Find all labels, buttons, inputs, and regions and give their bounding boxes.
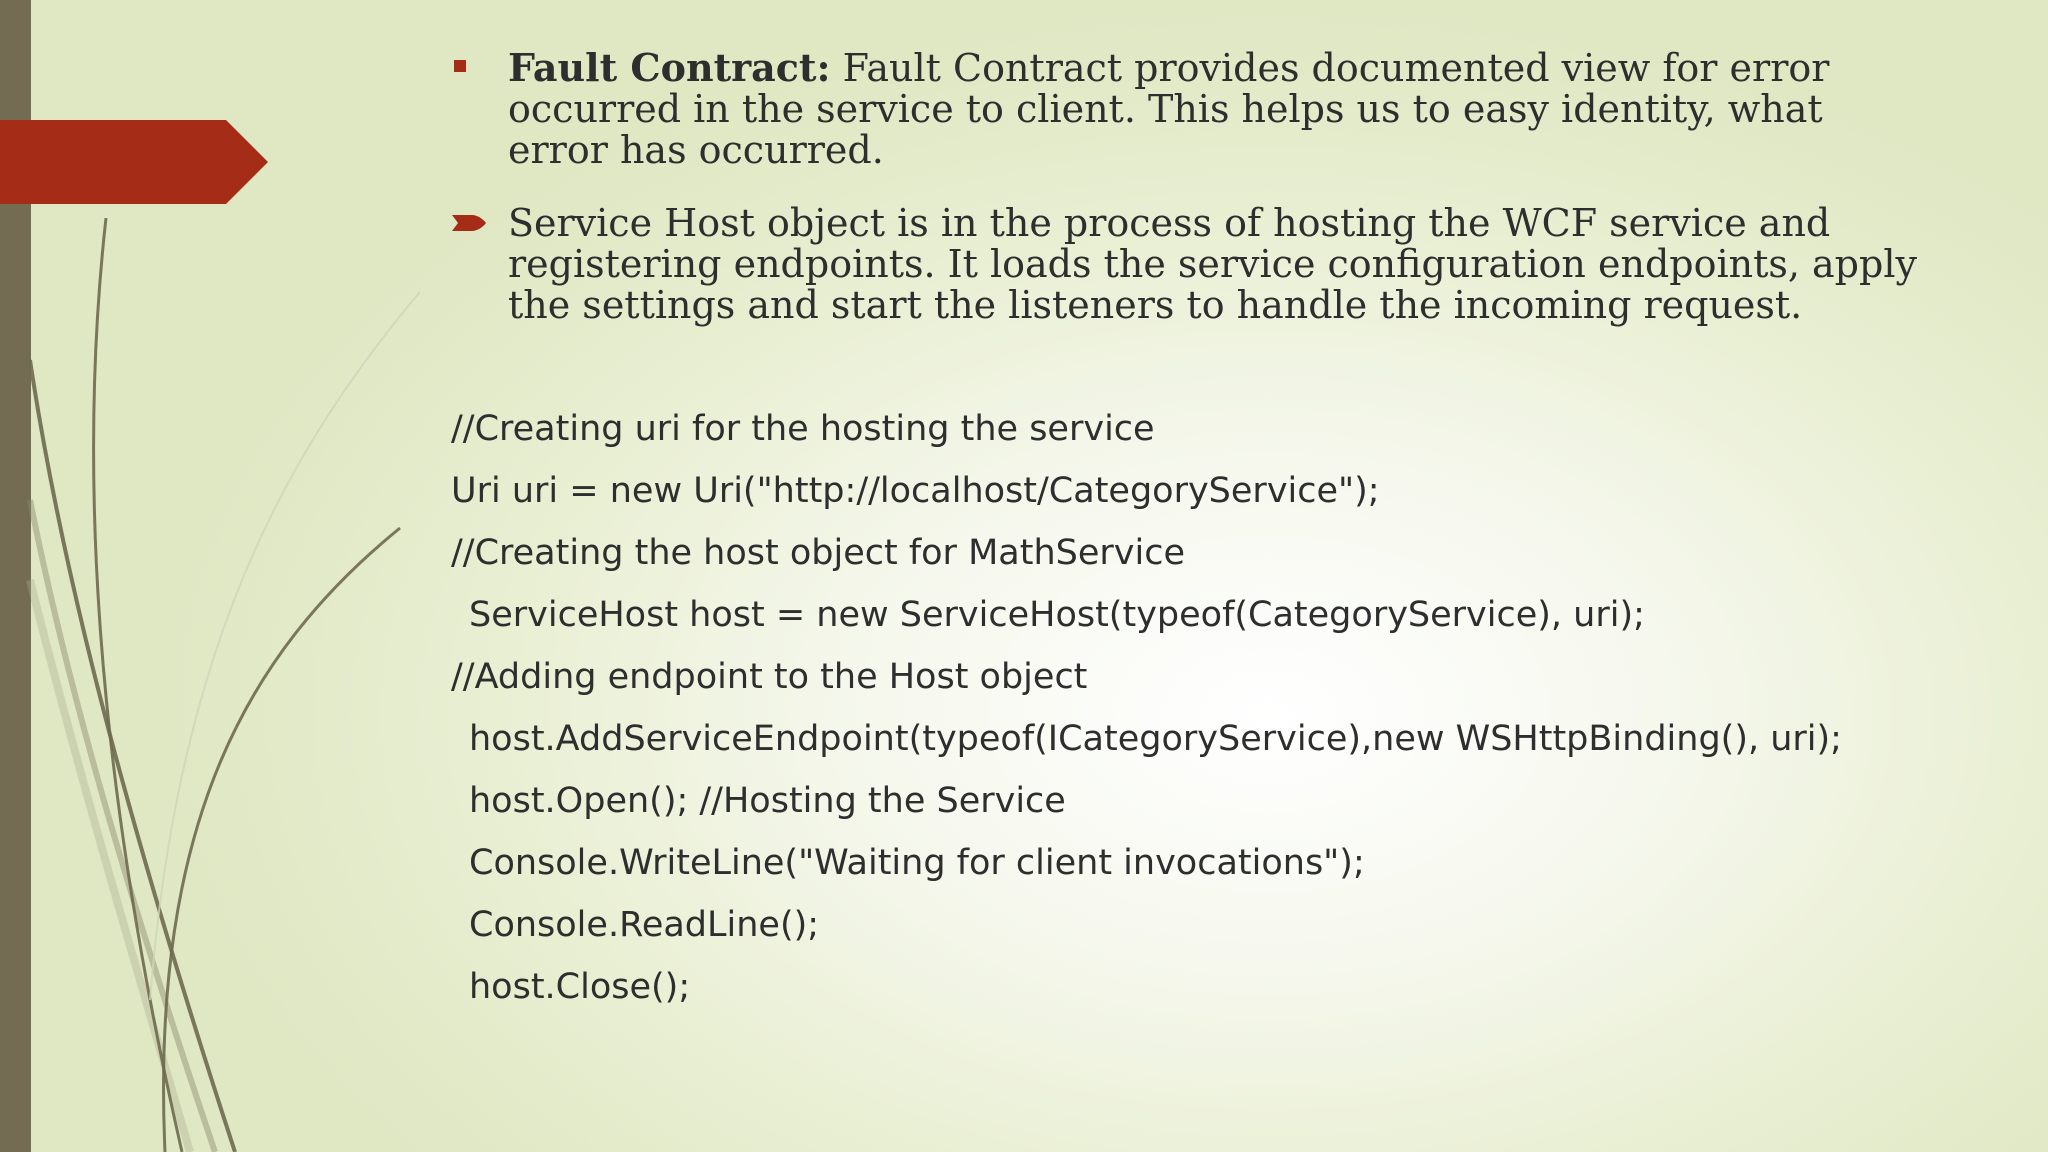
code-line: Console.WriteLine("Waiting for client invocations"); [469, 843, 1365, 883]
arrow-bullet-icon [452, 212, 486, 234]
code-line: //Creating uri for the hosting the service [451, 409, 1155, 449]
code-line: //Creating the host object for MathService [451, 533, 1185, 573]
code-line: ServiceHost host = new ServiceHost(typeof(CategoryService), uri); [469, 595, 1645, 635]
code-line: host.Open(); //Hosting the Service [469, 781, 1066, 821]
code-line: //Adding endpoint to the Host object [451, 657, 1088, 697]
bullet-fault-contract [508, 47, 1928, 171]
bullet-text: Service Host object is in the process of hosting the WCF service and registering endpoints. It loads the service configuration endpoints, apply the settings and start the listeners to handle the incoming request. [508, 201, 1917, 327]
code-line: Console.ReadLine(); [469, 905, 820, 945]
bullet-service-host [508, 203, 1928, 326]
bullet-text: Fault Contract provides documented view for error occurred in the service to client. This helps us to easy identity, what error has occurred. [508, 46, 1830, 172]
square-bullet-icon [454, 60, 466, 72]
code-line: Uri uri = new Uri("http://localhost/CategoryService"); [451, 471, 1380, 511]
bullet-lead: Fault Contract: [508, 45, 831, 90]
code-line: host.Close(); [469, 967, 691, 1007]
code-line: host.AddServiceEndpoint(typeof(ICategoryService),new WSHttpBinding(), uri); [469, 719, 1842, 759]
